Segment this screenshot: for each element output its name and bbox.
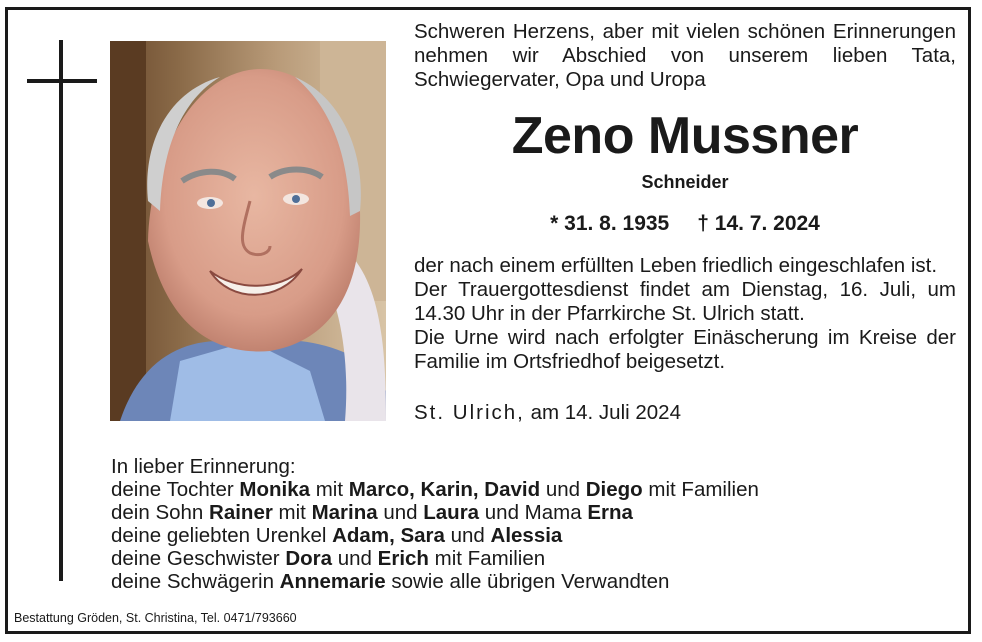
- funeral-home-footer: Bestattung Gröden, St. Christina, Tel. 0471/793660: [14, 611, 297, 625]
- notice-body: [414, 254, 956, 374]
- mourner-text: mit Familien: [428, 547, 546, 570]
- mourner-line: [111, 524, 759, 547]
- mourner-text: mit: [310, 478, 349, 501]
- mourner-name: Rainer: [209, 501, 273, 524]
- cross-icon: [59, 40, 63, 581]
- body-paragraph: Der Trauergottesdienst findet am Dienstag, 16. Juli, um 14.30 Uhr in der Pfarrkirche St. Ulrich statt.: [414, 278, 956, 325]
- mourner-text: dein Sohn: [111, 501, 210, 524]
- mourner-line: [111, 547, 759, 570]
- mourner-name: Adam, Sara: [332, 524, 445, 547]
- mourner-text: und: [540, 478, 586, 501]
- mourner-text: deine Tochter: [111, 478, 240, 501]
- birth-date: * 31. 8. 1935: [550, 212, 670, 235]
- mourner-name: Diego: [585, 478, 643, 501]
- portrait-photo: [110, 41, 386, 421]
- mourner-text: und: [332, 547, 378, 570]
- mourner-name: Annemarie: [279, 570, 386, 593]
- mourner-text: deine Geschwister: [111, 547, 286, 570]
- life-dates: [414, 212, 956, 236]
- place: St. Ulrich,: [414, 401, 525, 424]
- mourner-name: Erich: [377, 547, 429, 570]
- mourner-name: Marco, Karin, David: [348, 478, 541, 501]
- occupation: Schneider: [641, 172, 729, 192]
- mourner-text: deine geliebten Urenkel: [111, 524, 333, 547]
- mourner-text: deine Schwägerin: [111, 570, 280, 593]
- mourner-name: Dora: [285, 547, 333, 570]
- mourner-line: [111, 478, 759, 501]
- mourner-name: Monika: [239, 478, 311, 501]
- mourner-text: und Mama: [479, 501, 588, 524]
- place-date: [414, 401, 681, 425]
- mourner-line: [111, 501, 759, 524]
- mourner-name: Marina: [311, 501, 378, 524]
- mourner-text: und: [377, 501, 424, 524]
- body-paragraph: Die Urne wird nach erfolgter Einäscherung im Kreise der Familie im Ortsfriedhof beigesetzt.: [414, 326, 956, 373]
- mourners-heading: In lieber Erinnerung:: [111, 455, 296, 478]
- mourner-text: und: [444, 524, 491, 547]
- body-paragraph: der nach einem erfüllten Leben friedlich eingeschlafen ist.: [414, 254, 938, 277]
- mourners-list: [111, 455, 759, 593]
- mourner-name: Erna: [587, 501, 633, 524]
- mourner-text: mit: [272, 501, 312, 524]
- mourner-name: Alessia: [490, 524, 563, 547]
- mourner-name: Laura: [423, 501, 480, 524]
- mourner-text: sowie alle übrigen Verwandten: [385, 570, 670, 593]
- mourner-line: [111, 570, 759, 593]
- deceased-name: Zeno Mussner: [511, 107, 859, 165]
- intro-text: Schweren Herzens, aber mit vielen schönen Erinnerungen nehmen wir Abschied von unserem lieben Tata, Schwiegervater, Opa und Uropa: [414, 20, 956, 91]
- mourner-text: mit Familien: [642, 478, 759, 501]
- death-date: † 14. 7. 2024: [697, 212, 820, 235]
- date: am 14. Juli 2024: [530, 401, 681, 424]
- cross-icon-bar: [27, 79, 97, 83]
